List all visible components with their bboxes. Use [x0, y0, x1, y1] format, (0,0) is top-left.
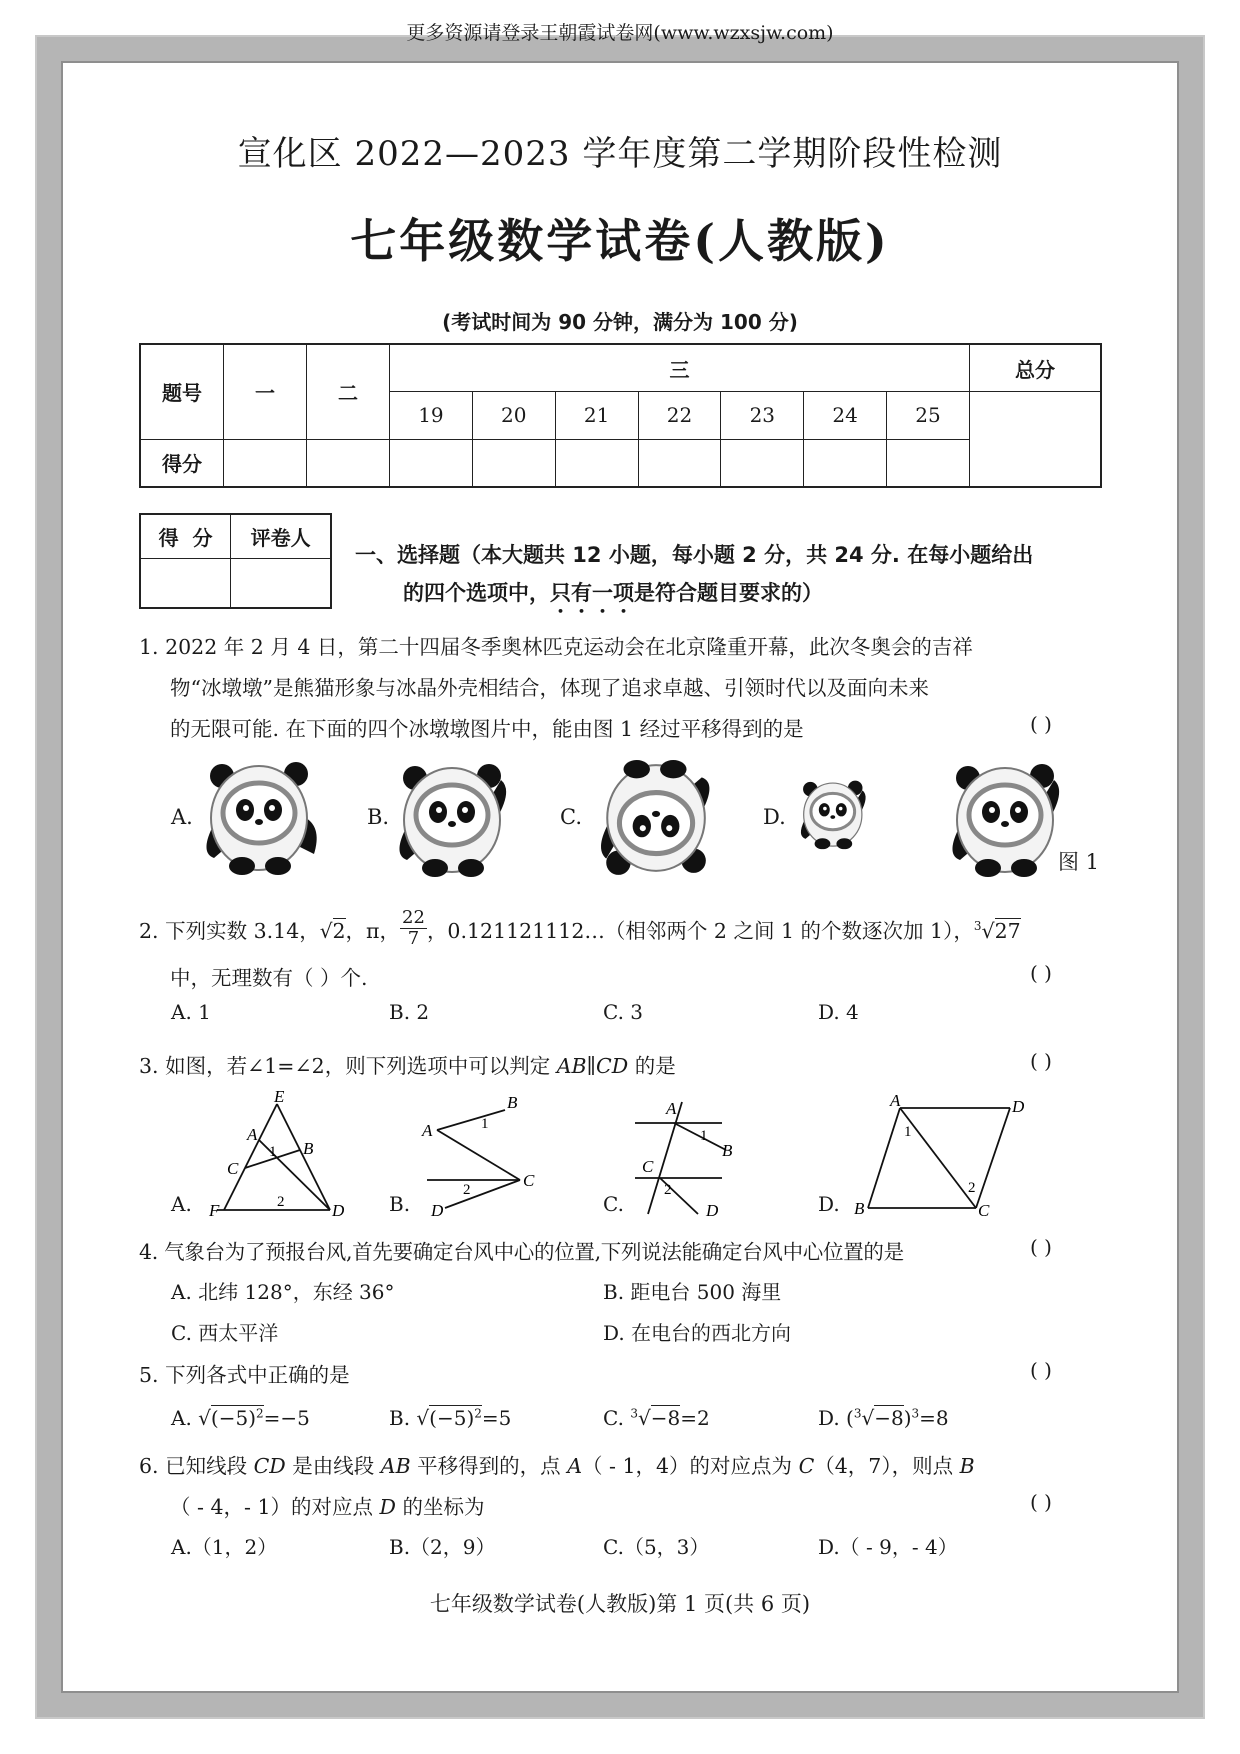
col-section-2: 二 — [307, 344, 390, 439]
fraction — [400, 908, 427, 949]
grader-score-label: 得 分 — [140, 514, 231, 558]
sub-item: 24 — [804, 392, 887, 440]
label-C: C — [978, 1201, 990, 1218]
option-label: A. — [171, 1406, 192, 1430]
label-B: B — [854, 1199, 865, 1218]
angle-2: 2 — [463, 1182, 471, 1198]
score-table — [139, 343, 1102, 488]
page-footer: 七年级数学试卷(人教版)第 1 页(共 6 页) — [429, 1592, 811, 1616]
rhs: =5 — [481, 1406, 512, 1430]
panda-option-d-image — [797, 778, 871, 850]
label-A: A — [666, 1099, 677, 1118]
q4-option-d[interactable]: D. 在电台的西北方向 — [603, 1321, 792, 1345]
cbrt-index: 3 — [973, 919, 982, 934]
q3-figure-d — [850, 1090, 1030, 1218]
angle-2: 2 — [664, 1182, 672, 1198]
total-score-cell[interactable] — [970, 392, 1102, 487]
sub-item: 23 — [721, 392, 804, 440]
col-total: 总分 — [970, 344, 1102, 392]
q6-text: 平移得到的，点 — [410, 1454, 568, 1478]
q4-option-b[interactable]: B. 距电台 500 海里 — [603, 1280, 782, 1304]
exam-title-line1: 宣化区 2022—2023 学年度第二学期阶段性检测 — [237, 134, 1003, 174]
radicand-text: (−5) — [429, 1406, 475, 1430]
sqrt-value: 2 — [332, 919, 346, 943]
paren-close: ) — [903, 1406, 912, 1430]
fraction-numerator: 22 — [402, 907, 425, 928]
label-E: E — [274, 1090, 285, 1106]
q2-line1 — [139, 907, 1021, 953]
q1-answer-paren[interactable]: ( ) — [1030, 712, 1052, 736]
score-cell[interactable] — [638, 439, 721, 487]
q5-option-c[interactable]: C. $^3$√−8=2 — [603, 1406, 710, 1430]
rhs: =−5 — [263, 1406, 310, 1430]
q6-text: 6. 已知线段 — [139, 1454, 254, 1478]
q6-var: D — [379, 1495, 396, 1519]
q3-parallel-expr: AB∥CD — [556, 1054, 629, 1078]
label-D: D — [706, 1201, 719, 1218]
q4-line1: 4. 气象台为了预报台风,首先要确定台风中心的位置,下列说法能确定台风中心位置的是 — [139, 1240, 904, 1264]
panda-option-b-image — [393, 760, 515, 878]
q3-figure-b — [415, 1090, 545, 1218]
sub-item: 22 — [638, 392, 721, 440]
q6-text: 是由线段 — [285, 1454, 381, 1478]
label-B: B — [722, 1141, 733, 1160]
q6-text: 的坐标为 — [395, 1495, 485, 1519]
q1-option-d[interactable]: D. — [763, 805, 786, 829]
grader-box — [139, 513, 332, 609]
sqrt-sign: √ — [319, 919, 333, 943]
q6-var: CD — [253, 1454, 286, 1478]
q6-var: B — [959, 1454, 975, 1478]
q5-option-d[interactable]: D. $(^3√-8)^3=8$ — [818, 1406, 949, 1430]
grader-name-cell[interactable] — [231, 558, 331, 608]
root-index: 3 — [630, 1406, 638, 1421]
q6-text: （ - 4，- 1）的对应点 — [170, 1495, 380, 1519]
section1-emphasis: 只有一项 — [550, 581, 634, 605]
q2-line2: 中，无理数有（ ）个. — [170, 966, 368, 990]
q6-option-d[interactable]: D.（ - 9，- 4） — [818, 1535, 958, 1559]
sub-item: 19 — [390, 392, 473, 440]
exam-info: (考试时间为 90 分钟，满分为 100 分) — [442, 310, 798, 334]
q3-figure-a — [195, 1090, 345, 1218]
q2-answer-paren[interactable]: ( ) — [1030, 961, 1052, 985]
q3-line1 — [139, 1049, 676, 1079]
score-cell[interactable] — [555, 439, 638, 487]
angle-2: 2 — [277, 1194, 285, 1210]
angle-2: 2 — [968, 1180, 976, 1196]
label-C: C — [642, 1157, 654, 1176]
q5-line1: 5. 下列各式中正确的是 — [139, 1363, 350, 1387]
score-cell[interactable] — [721, 439, 804, 487]
q3-option-c[interactable]: C. — [603, 1192, 624, 1216]
radicand: −8 — [874, 1406, 904, 1430]
q6-line1 — [139, 1449, 975, 1479]
rhs: =8 — [919, 1406, 949, 1430]
q1-figure-label: 图 1 — [1058, 850, 1100, 874]
q6-var: A — [567, 1454, 582, 1478]
exam-title-line2: 七年级数学试卷(人教版) — [350, 214, 890, 268]
angle-1: 1 — [904, 1124, 912, 1140]
exponent: 2 — [256, 1406, 264, 1421]
label-D: D — [332, 1201, 345, 1218]
score-cell[interactable] — [390, 439, 473, 487]
label-D: D — [1012, 1097, 1025, 1116]
root-index: 3 — [853, 1406, 862, 1421]
watermark-text: 更多资源请登录王朝霞试卷网(www.wzxsjw.com) — [406, 22, 834, 44]
score-cell[interactable] — [472, 439, 555, 487]
q6-option-a[interactable]: A.（1，2） — [171, 1535, 278, 1559]
q1-line2: 物“冰墩墩”是熊猫形象与冰晶外壳相结合，体现了追求卓越、引领时代以及面向未来 — [170, 676, 929, 700]
label-B: B — [303, 1139, 314, 1158]
cbrt-value: 27 — [994, 919, 1021, 943]
q2-option-a[interactable]: A. 1 — [171, 1000, 211, 1024]
row-label-number: 题号 — [140, 344, 224, 439]
q5-answer-paren[interactable]: ( ) — [1030, 1358, 1052, 1382]
panda-option-c-image — [592, 757, 716, 881]
section1-line2 — [355, 574, 1105, 618]
q1-option-a[interactable]: A. — [171, 805, 193, 829]
cbrt-sign: √ — [981, 919, 995, 943]
q5-option-a[interactable]: A. $√(-5)^2=-5$ — [171, 1406, 310, 1430]
exponent: 3 — [911, 1406, 920, 1421]
q3-figure-c — [630, 1090, 760, 1218]
q2-text: ，0.121121112…（相邻两个 2 之间 1 的个数逐次加 1）， — [426, 919, 974, 943]
rhs: =2 — [680, 1406, 710, 1430]
q1-option-c[interactable]: C. — [560, 805, 582, 829]
col-section-3: 三 — [390, 344, 970, 392]
q6-option-b[interactable]: B.（2，9） — [389, 1535, 496, 1559]
q2-option-c[interactable]: C. 3 — [603, 1000, 644, 1024]
q6-line2 — [170, 1490, 484, 1520]
q2-option-b[interactable]: B. 2 — [389, 1000, 430, 1024]
label-C: C — [523, 1171, 535, 1190]
angle-1: 1 — [700, 1128, 708, 1144]
section1-text: 的四个选项中， — [403, 581, 550, 605]
panda-figure1-image — [946, 760, 1068, 878]
label-D: D — [431, 1201, 444, 1218]
sub-item: 21 — [555, 392, 638, 440]
q6-answer-paren[interactable]: ( ) — [1030, 1490, 1052, 1514]
q4-option-c[interactable]: C. 西太平洋 — [171, 1321, 279, 1345]
q2-text: 2. 下列实数 3.14， — [139, 919, 320, 943]
section1-text: 是符合题目要求的） — [634, 581, 823, 605]
fraction-denominator: 7 — [407, 928, 420, 949]
radicand — [211, 1405, 264, 1430]
q4-answer-paren[interactable]: ( ) — [1030, 1235, 1052, 1259]
q6-text: （4，7），则点 — [814, 1454, 960, 1478]
sub-item: 25 — [887, 392, 970, 440]
option-label: C. — [603, 1406, 624, 1430]
q1-line3: 的无限可能. 在下面的四个冰墩墩图片中，能由图 1 经过平移得到的是 — [170, 717, 804, 741]
q6-var: C — [798, 1454, 815, 1478]
option-label: B. — [389, 1406, 411, 1430]
grader-score-cell[interactable] — [140, 558, 231, 608]
q3-text: 3. 如图，若∠1=∠2，则下列选项中可以判定 — [139, 1054, 557, 1078]
section1-heading — [355, 536, 1105, 618]
sub-item: 20 — [472, 392, 555, 440]
q1-option-b[interactable]: B. — [367, 805, 390, 829]
angle-1: 1 — [269, 1144, 277, 1160]
grader-name-label: 评卷人 — [231, 514, 331, 558]
q2-text: ，π， — [345, 919, 401, 943]
score-cell[interactable] — [887, 439, 970, 487]
col-section-1: 一 — [224, 344, 307, 439]
option-label: D. ( — [818, 1406, 854, 1430]
q1-line1: 1. 2022 年 2 月 4 日，第二十四届冬季奥林匹克运动会在北京隆重开幕，此次冬奥会的吉祥 — [139, 635, 973, 659]
q6-option-c[interactable]: C.（5，3） — [603, 1535, 710, 1559]
score-cell[interactable] — [224, 439, 307, 487]
row-label-score: 得分 — [140, 439, 224, 487]
q5-option-b[interactable]: B. $√(-5)^2=5$ — [389, 1406, 512, 1430]
score-cell[interactable] — [804, 439, 887, 487]
q6-var: AB — [380, 1454, 411, 1478]
q3-option-b[interactable]: B. — [389, 1192, 411, 1216]
q3-answer-paren[interactable]: ( ) — [1030, 1049, 1052, 1073]
label-A: A — [890, 1091, 901, 1110]
label-A: A — [247, 1125, 258, 1144]
panda-option-a-image — [200, 758, 322, 876]
radicand: −8 — [650, 1406, 681, 1430]
label-B: B — [507, 1093, 518, 1112]
q6-text: （ - 1，4）的对应点为 — [582, 1454, 799, 1478]
radicand — [429, 1405, 482, 1430]
label-C: C — [227, 1159, 239, 1178]
q3-text: 的是 — [628, 1054, 676, 1078]
q3-option-d[interactable]: D. — [818, 1192, 840, 1216]
angle-1: 1 — [481, 1116, 489, 1132]
label-F: F — [209, 1201, 220, 1218]
exponent: 2 — [474, 1406, 482, 1421]
score-cell[interactable] — [307, 439, 390, 487]
radicand-text: (−5) — [210, 1406, 257, 1430]
q3-option-a[interactable]: A. — [171, 1192, 192, 1216]
q2-option-d[interactable]: D. 4 — [818, 1000, 859, 1024]
label-A: A — [422, 1121, 433, 1140]
section1-line1: 一、选择题（本大题共 12 小题，每小题 2 分，共 24 分. 在每小题给出 — [355, 543, 1034, 567]
q4-option-a[interactable]: A. 北纬 128°，东经 36° — [171, 1280, 395, 1304]
